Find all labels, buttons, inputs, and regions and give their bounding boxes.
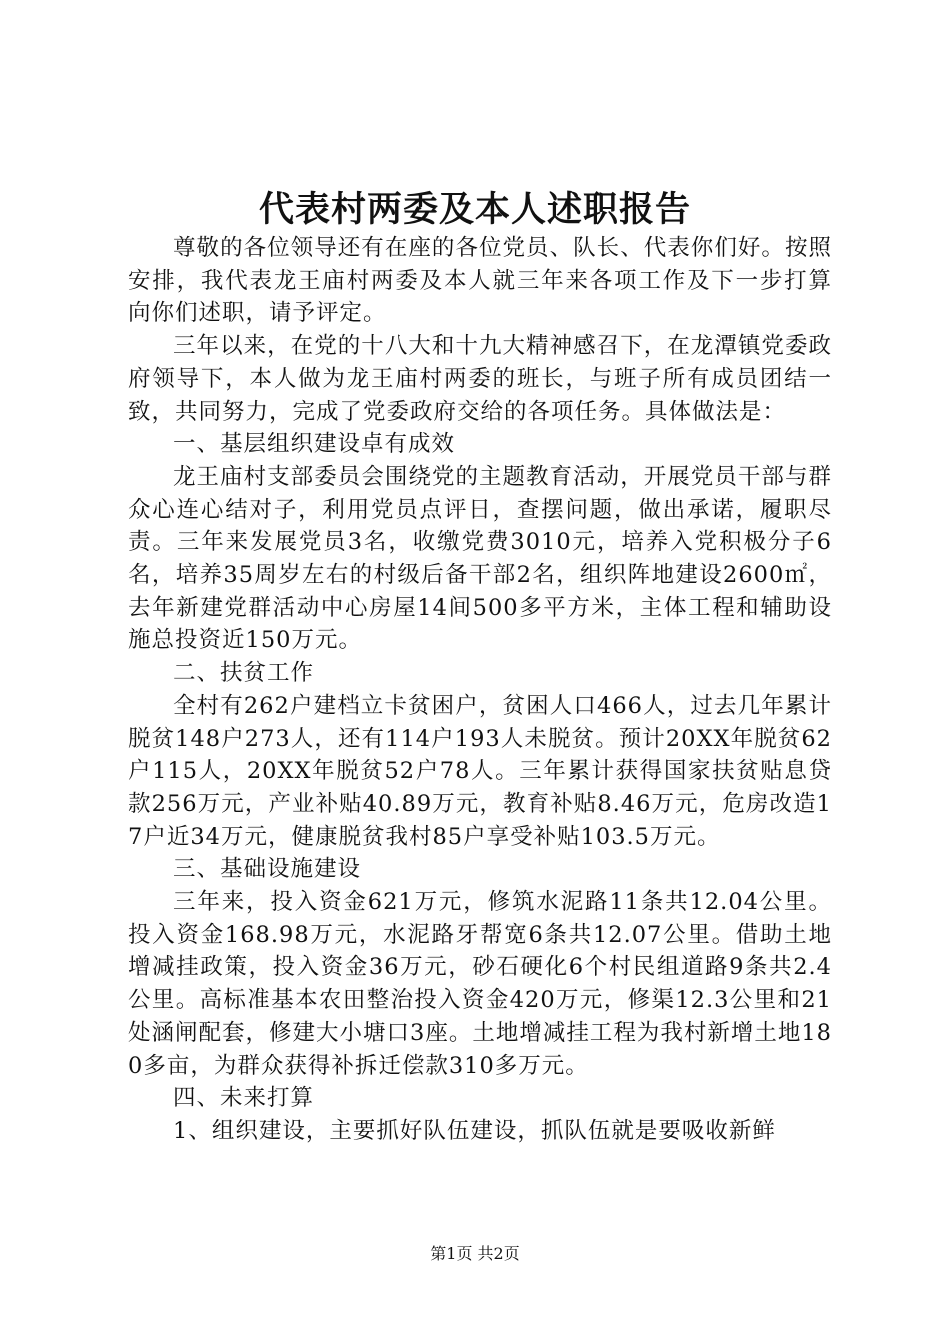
paragraph-greeting: 尊敬的各位领导还有在座的各位党员、队长、代表你们好。按照安排，我代表龙王庙村两委及本人就三年来各项工作及下一步打算向你们述职，请予评定。	[128, 235, 832, 327]
document-body	[128, 232, 832, 1148]
section-heading-poverty: 二、扶贫工作	[173, 660, 315, 687]
section-heading-organization: 一、基层组织建设卓有成效	[173, 431, 456, 458]
paragraph-poverty: 全村有262户建档立卡贫困户，贫困人口466人，过去几年累计脱贫148户273人，还有114户193人未脱贫。预计20XX年脱贫62户115人，20XX年脱贫52户78人。三年累计获得国家扶贫贴息贷款256万元，产业补贴40.89万元，教育补贴8.46万元，危房改造17户近34万元，健康脱贫我村85户享受补贴103.5万元。	[128, 692, 832, 850]
section-heading-infrastructure: 三、基础设施建设	[173, 856, 362, 883]
page-footer: 第1页 共2页	[430, 1244, 520, 1263]
section-heading-future: 四、未来打算	[173, 1085, 315, 1112]
paragraph-future: 1、组织建设，主要抓好队伍建设，抓队伍就是要吸收新鲜	[173, 1117, 776, 1144]
paragraph-infrastructure: 三年来，投入资金621万元，修筑水泥路11条共12.04公里。投入资金168.98万元，水泥路牙帮宽6条共12.07公里。借助土地增减挂政策，投入资金36万元，砂石硬化6个村民组道路9条共2.4公里。高标准基本农田整治投入资金420万元，修渠12.3公里和21处涵闸配套，修建大小塘口3座。土地增减挂工程为我村新增土地180多亩，为群众获得补拆迁偿款310多万元。	[128, 889, 832, 1079]
document-title: 代表村两委及本人述职报告	[258, 189, 691, 230]
paragraph-intro: 三年以来，在党的十八大和十九大精神感召下，在龙潭镇党委政府领导下，本人做为龙王庙村两委的班长，与班子所有成员团结一致，共同努力，完成了党委政府交给的各项任务。具体做法是：	[128, 333, 832, 425]
paragraph-organization: 龙王庙村支部委员会围绕党的主题教育活动，开展党员干部与群众心连心结对子，利用党员点评日，查摆问题，做出承诺，履职尽责。三年来发展党员3名，收缴党费3010元，培养入党积极分子6名，培养35周岁左右的村级后备干部2名，组织阵地建设2600㎡，去年新建党群活动中心房屋14间500多平方米，主体工程和辅助设施总投资近150万元。	[128, 463, 832, 654]
